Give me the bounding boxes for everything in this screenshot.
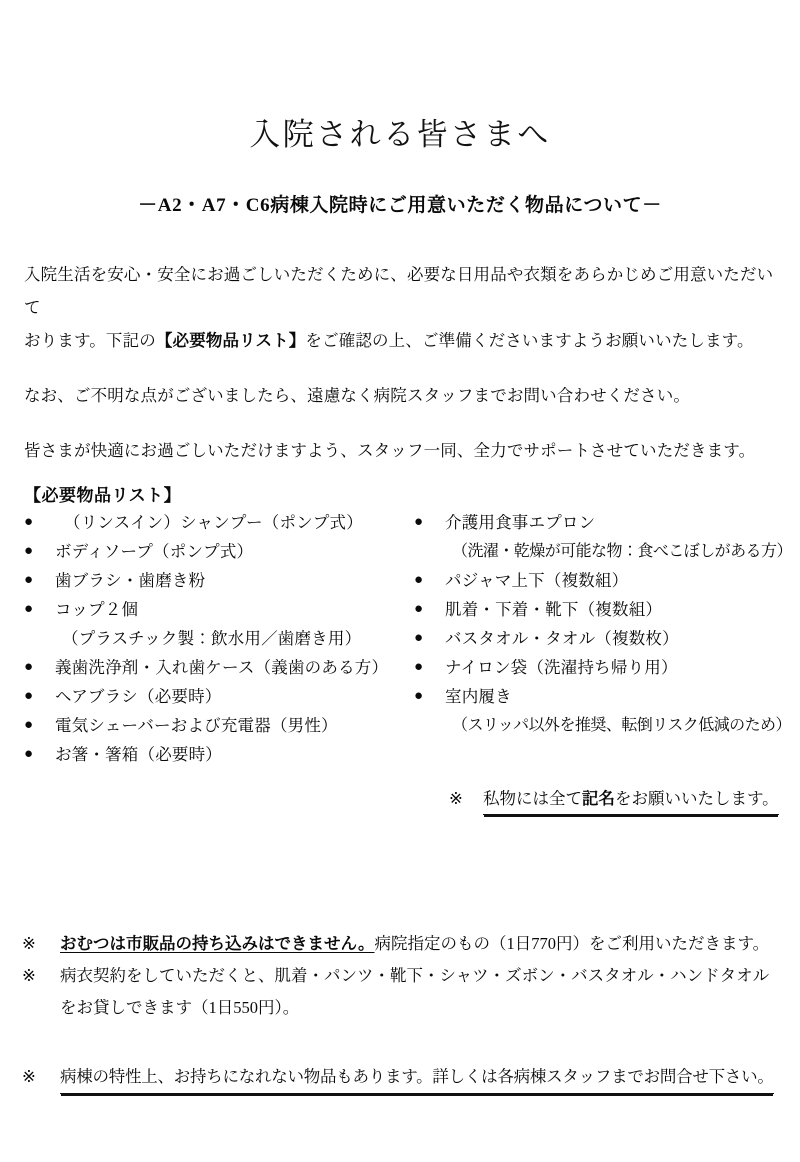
intro-p1-bold-list-label: 【必要物品リスト】 xyxy=(155,331,306,350)
bullet-icon: ● xyxy=(414,572,424,588)
list-item-subnote: （洗濯・乾燥が可能な物：食べこぼしがある方） xyxy=(452,543,792,560)
bullet-icon: ● xyxy=(24,688,34,704)
list-item xyxy=(414,682,794,711)
list-item xyxy=(24,537,404,566)
bullet-icon: ● xyxy=(414,688,424,704)
reference-mark-icon: ※ xyxy=(22,966,36,985)
bullet-icon: ● xyxy=(24,601,34,617)
required-items-heading: 【必要物品リスト】 xyxy=(24,486,182,505)
bullet-icon: ● xyxy=(24,746,34,762)
list-item-label: 義歯洗浄剤・入れ歯ケース（義歯のある方） xyxy=(55,658,389,677)
list-item xyxy=(24,595,404,624)
bottom-notices xyxy=(22,928,782,1024)
naming-note xyxy=(449,785,779,815)
list-item xyxy=(24,682,404,711)
list-item-label: ヘアブラシ（必要時） xyxy=(55,687,222,706)
reference-mark-icon: ※ xyxy=(22,934,36,953)
final-notice xyxy=(22,1062,792,1094)
bullet-icon: ● xyxy=(24,659,34,675)
required-items-left-column xyxy=(24,508,404,769)
bullet-icon: ● xyxy=(414,659,424,675)
final-notice-text: 病棟の特性上、お持ちになれない物品もあります。詳しくは各病棟スタッフまでお問合せ下さい。 xyxy=(60,1062,774,1094)
intro-p1-part3: をご確認の上、ご準備くださいますようお願いいたします。 xyxy=(305,331,754,350)
list-item xyxy=(24,740,404,769)
notice-emphasis: おむつは市販品の持ち込みはできません。 xyxy=(60,934,375,953)
list-item-label: 介護用食事エプロン xyxy=(445,513,596,532)
intro-paragraph-1-line-2 xyxy=(24,324,776,357)
required-items-right-column xyxy=(414,508,794,740)
list-item-subnote: （プラスチック製：飲水用／歯磨き用） xyxy=(62,629,362,648)
list-item-label: 電気シェーバーおよび充電器（男性） xyxy=(55,716,338,735)
list-item xyxy=(24,653,404,682)
list-item-subnote: （スリッパ以外を推奨、転倒リスク低減のため） xyxy=(452,717,791,734)
bullet-icon: ● xyxy=(414,514,424,530)
notice-text: 病衣契約をしていただくと、肌着・パンツ・靴下・シャツ・ズボン・バスタオル・ハンドタオルをお貸しできます（1日550円）。 xyxy=(60,966,770,1017)
notice-text: 病院指定のもの（1日770円）をご利用いただきます。 xyxy=(374,934,770,953)
naming-note-text xyxy=(483,785,779,815)
bullet-icon: ● xyxy=(414,630,424,646)
list-item xyxy=(24,508,404,537)
list-item-label: バスタオル・タオル（複数枚） xyxy=(445,629,679,648)
list-item-label: 歯ブラシ・歯磨き粉 xyxy=(55,571,206,590)
reference-mark-icon: ※ xyxy=(449,789,463,808)
list-item xyxy=(24,566,404,595)
reference-mark-icon: ※ xyxy=(22,1067,36,1086)
bullet-icon: ● xyxy=(24,717,34,733)
list-item-label: コップ２個 xyxy=(55,600,139,619)
bullet-icon: ● xyxy=(414,601,424,617)
intro-paragraph-1-line-1: 入院生活を安心・安全にお過ごしいただくために、必要な日用品や衣類をあらかじめご用意いただいて xyxy=(24,265,774,317)
intro-paragraph-3: 皆さまが快適にお過ごしいただけますよう、スタッフ一同、全力でサポートさせていただきます。 xyxy=(24,441,756,460)
page-title: 入院される皆さまへ xyxy=(249,116,551,152)
paragraph-spacer xyxy=(24,412,776,434)
list-item-label: パジャマ上下（複数組） xyxy=(445,571,629,590)
list-item xyxy=(414,624,794,653)
intro-p1-part2: おります。下記の xyxy=(24,331,156,350)
list-item-label: お箸・箸箱（必要時） xyxy=(55,745,222,764)
bullet-icon: ● xyxy=(24,543,34,559)
list-item xyxy=(414,595,794,624)
list-item-label: 室内履き xyxy=(445,687,512,706)
list-item-label: ナイロン袋（洗濯持ち帰り用） xyxy=(445,658,678,677)
list-item xyxy=(414,566,794,595)
notice-row xyxy=(22,928,782,960)
list-item xyxy=(414,653,794,682)
naming-note-prefix: 私物には全て xyxy=(483,789,582,808)
naming-note-emphasis: 記名 xyxy=(582,789,615,808)
intro-section xyxy=(24,258,776,467)
bullet-icon: ● xyxy=(24,514,34,530)
naming-note-suffix: をお願いいたします。 xyxy=(615,789,779,808)
list-item-label: ボディソープ（ポンプ式） xyxy=(55,542,254,561)
notice-row xyxy=(22,960,782,1024)
intro-paragraph-2: なお、ご不明な点がございましたら、遠慮なく病院スタッフまでお問い合わせください。 xyxy=(24,386,690,405)
list-item-label: （リンスイン）シャンプー（ポンプ式） xyxy=(64,513,363,532)
paragraph-spacer xyxy=(24,357,776,379)
list-item xyxy=(414,508,794,537)
list-item xyxy=(24,711,404,740)
page-subtitle: －A2・A7・C6病棟入院時にご用意いただく物品について－ xyxy=(138,195,662,216)
list-item-label: 肌着・下着・靴下（複数組） xyxy=(445,600,663,619)
bullet-icon: ● xyxy=(24,572,34,588)
